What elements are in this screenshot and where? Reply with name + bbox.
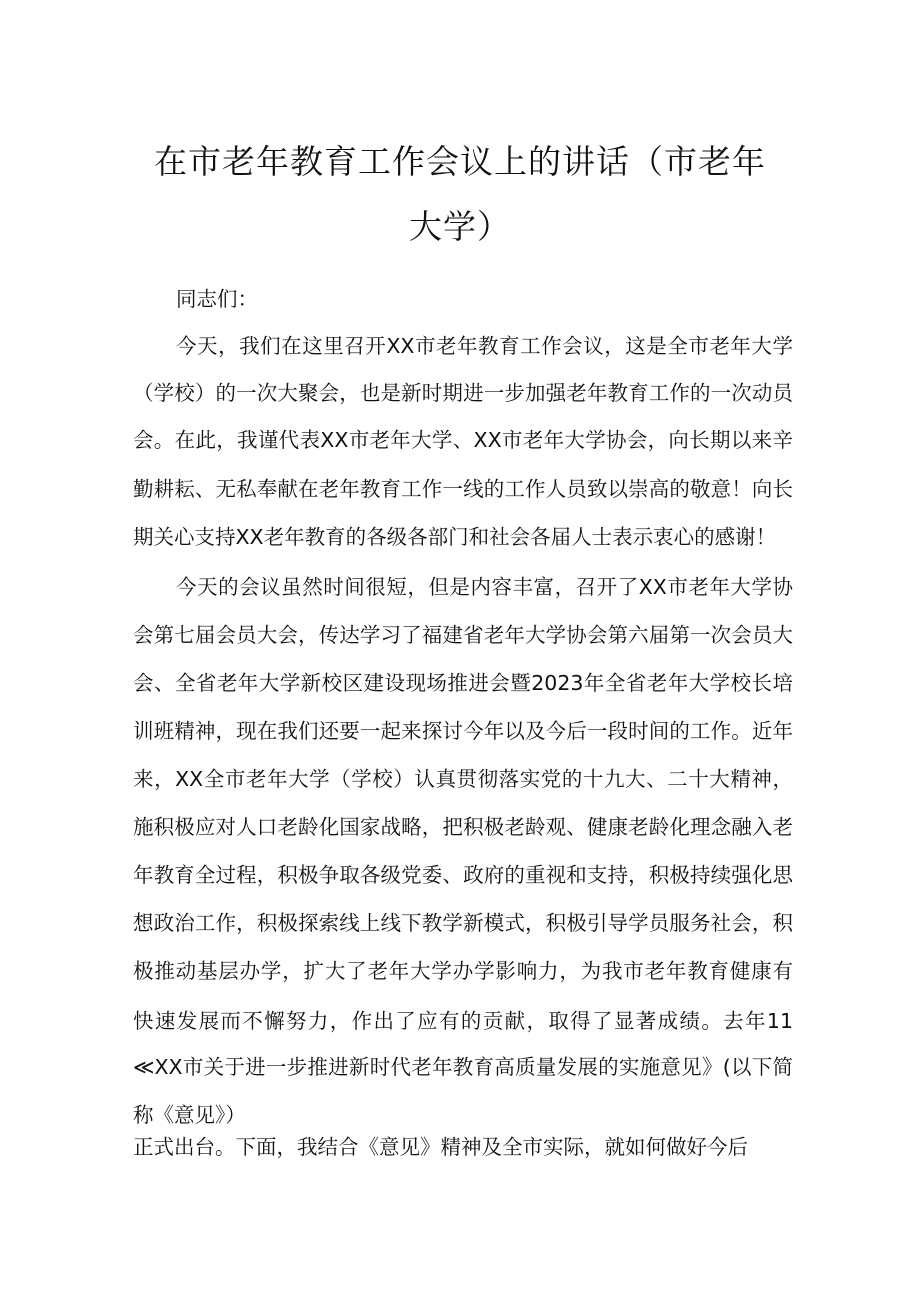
paragraph-line: 正式出台。下面，我结合《意见》精神及全市实际，就如何做好今后 (133, 1135, 748, 1159)
paragraph-line: 期关心支持XX老年教育的各级各部门和社会各届人士表示衷心的感谢！ (133, 525, 777, 549)
paragraph-line: 训班精神，现在我们还要一起来探讨今年以及今后一段时间的工作。近年 (133, 719, 793, 743)
document-title-line-1: 在市老年教育工作会议上的讲话（市老年 (154, 142, 766, 181)
paragraph-line: ≪XX市关于进一步推进新时代老年教育高质量发展的实施意见》(以下简 (133, 1055, 793, 1079)
paragraph-line: 施积极应对人口老龄化国家战略，把积极老龄观、健康老龄化理念融入老 (133, 815, 793, 839)
paragraph-line: 想政治工作，积极探索线上线下教学新模式，积极引导学员服务社会，积 (133, 911, 793, 935)
salutation: 同志们： (176, 287, 258, 311)
paragraph-line: 会、全省老年大学新校区建设现场推进会暨2023年全省老年大学校长培 (133, 671, 793, 695)
paragraph-line: 称《意见》） (133, 1103, 246, 1127)
paragraph-line: （学校）的一次大聚会，也是新时期进一步加强老年教育工作的一次动员 (133, 381, 793, 405)
paragraph-line: 年教育全过程，积极争取各级党委、政府的重视和支持，积极持续强化思 (133, 863, 793, 887)
paragraph-line: 快速发展而不懈努力，作出了应有的贡献，取得了显著成绩。去年11 (133, 1009, 793, 1033)
document-title-line-2: 大学） (409, 207, 511, 246)
paragraph-line: 会。在此，我谨代表XX市老年大学、XX市老年大学协会，向长期以来辛 (133, 428, 793, 452)
paragraph-line: 今天的会议虽然时间很短，但是内容丰富，召开了XX市老年大学协 (176, 575, 793, 599)
paragraph-line: 勤耕耘、无私奉献在老年教育工作一线的工作人员致以崇高的敬意！向长 (133, 477, 793, 501)
paragraph-line: 极推动基层办学，扩大了老年大学办学影响力，为我市老年教育健康有 (133, 959, 793, 983)
paragraph-line: 会第七届会员大会，传达学习了福建省老年大学协会第六届第一次会员大 (133, 623, 793, 647)
paragraph-line: 今天，我们在这里召开XX市老年教育工作会议，这是全市老年大学 (176, 334, 793, 358)
paragraph-line: 来，XX全市老年大学（学校）认真贯彻落实党的十九大、二十大精神， (133, 767, 793, 791)
